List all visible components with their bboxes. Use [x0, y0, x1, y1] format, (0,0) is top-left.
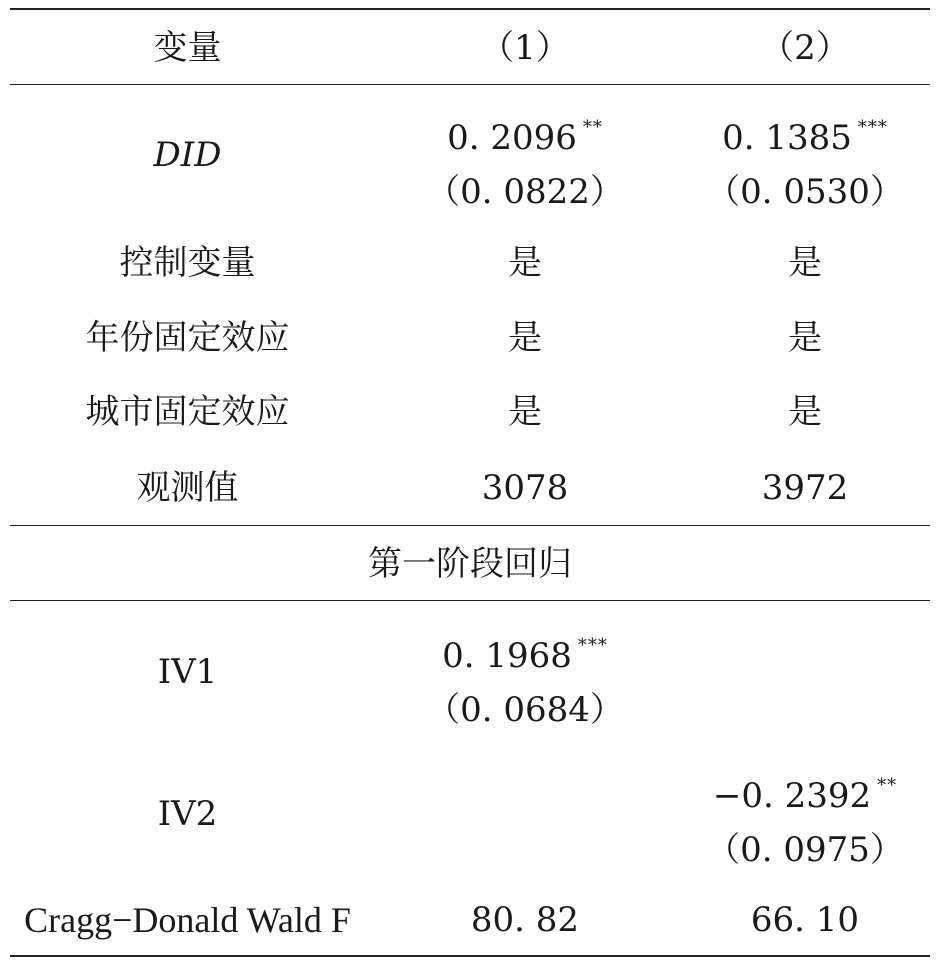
coef-value: −0. 2392 ** [712, 775, 898, 816]
std-error: （0. 0684） [426, 690, 624, 730]
row-label-year-fe: 年份固定效应 [85, 318, 290, 358]
bottom-rule [10, 955, 930, 957]
section-rule-top [10, 525, 930, 526]
std-error: （0. 0530） [706, 172, 904, 212]
coef-value: 0. 1385 *** [722, 117, 888, 158]
controls-col1: 是 [508, 243, 542, 283]
cragg-donald-col2: 66. 10 [750, 900, 860, 940]
year-fe-col2: 是 [788, 318, 822, 358]
iv2-col2 [665, 766, 939, 870]
section-rule-bottom [10, 600, 930, 601]
row-label-did: DID [153, 135, 222, 175]
header-rule [10, 84, 930, 85]
year-fe-col1: 是 [508, 318, 542, 358]
cragg-donald-col1: 80. 82 [470, 900, 580, 940]
controls-col2: 是 [788, 243, 822, 283]
did-col2 [665, 108, 939, 212]
coef-value: 0. 1968 *** [442, 635, 608, 676]
row-label-city-fe: 城市固定效应 [85, 392, 290, 432]
row-label-iv2: IV2 [157, 794, 218, 834]
header-variable: 变量 [153, 28, 222, 68]
std-error: （0. 0975） [706, 830, 904, 870]
did-col1 [380, 108, 670, 212]
row-label-controls: 控制变量 [119, 243, 256, 283]
observations-col2: 3972 [761, 468, 849, 508]
city-fe-col2: 是 [788, 392, 822, 432]
row-label-observations: 观测值 [136, 468, 239, 508]
iv1-col1 [380, 626, 670, 730]
row-label-cragg-donald: Cragg−Donald Wald F [24, 900, 351, 940]
coef-value: 0. 2096 ** [447, 117, 603, 158]
row-label-iv1: IV1 [157, 652, 218, 692]
header-col1: （1） [480, 28, 570, 68]
top-rule [10, 8, 930, 10]
header-col2: （2） [760, 28, 850, 68]
city-fe-col1: 是 [508, 392, 542, 432]
std-error: （0. 0822） [426, 172, 624, 212]
observations-col1: 3078 [481, 468, 569, 508]
section-title-first-stage: 第一阶段回归 [368, 544, 572, 584]
